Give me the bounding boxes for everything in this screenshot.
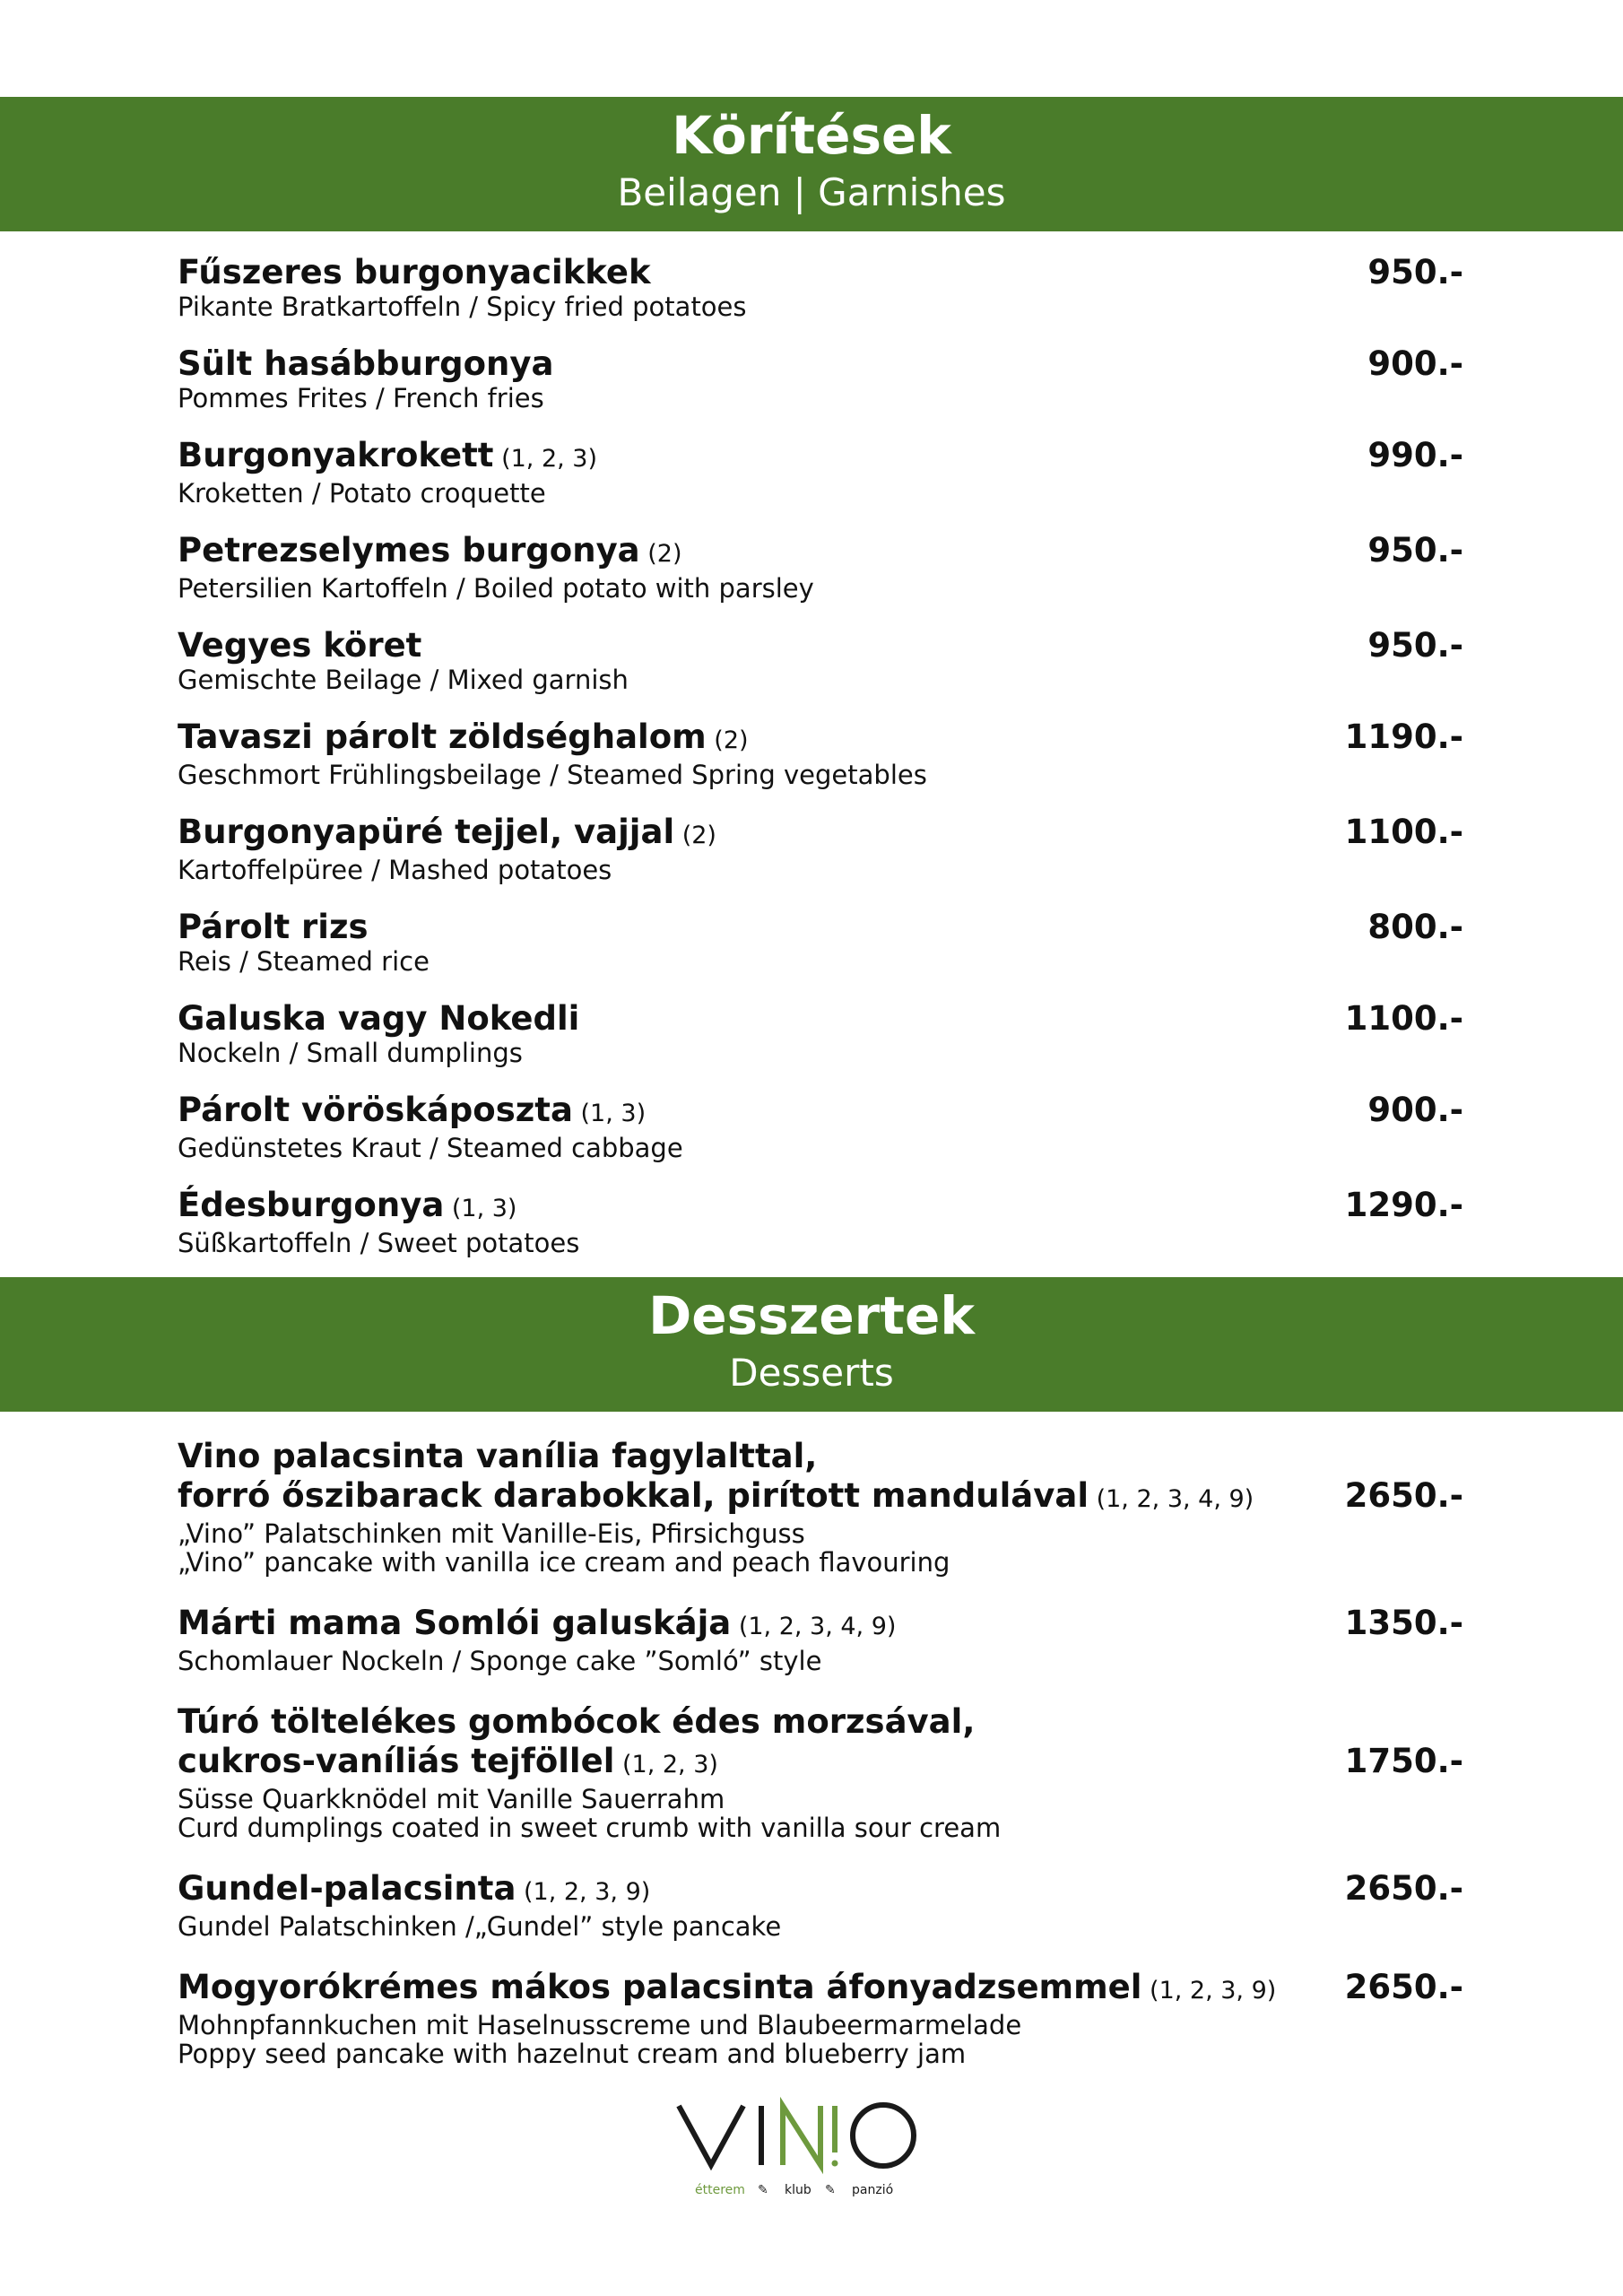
menu-item-price: 950.-: [1367, 531, 1463, 570]
menu-item-price: 990.-: [1367, 436, 1463, 474]
section-subtitle: Beilagen | Garnishes: [617, 170, 1006, 214]
allergen-codes: (1, 2, 3): [614, 1751, 718, 1779]
logo-tagline-2: klub: [785, 2183, 812, 2197]
menu-item-description: Nockeln / Small dumplings: [178, 1038, 523, 1068]
allergen-codes: (1, 3): [444, 1195, 517, 1222]
section-subtitle: Desserts: [729, 1351, 894, 1395]
menu-item-price: 900.-: [1367, 344, 1463, 383]
menu-item-name: Petrezselymes burgonya (2): [178, 531, 682, 570]
menu-item: [178, 253, 1463, 321]
menu-item-name: Túró töltelékes gombócok édes morzsával, cukros-vaníliás tejföllel (1, 2, 3): [178, 1702, 976, 1780]
menu-item-name: Mogyorókrémes mákos palacsinta áfonyadzsemmel (1, 2, 3, 9): [178, 1968, 1277, 2006]
vino-logo-graphic: [668, 2090, 955, 2206]
menu-item-price: 2650.-: [1344, 1968, 1463, 2006]
menu-item: [178, 813, 1463, 884]
menu-item-name: Tavaszi párolt zöldséghalom (2): [178, 718, 749, 756]
menu-item-name: Burgonyapüré tejjel, vajjal (2): [178, 813, 716, 851]
logo-tagline-3: panzió: [852, 2183, 894, 2197]
menu-item: [178, 626, 1463, 694]
allergen-codes: (1, 2, 3): [493, 445, 597, 473]
section-title: Körítések: [672, 105, 951, 166]
menu-item-price: 1290.-: [1344, 1186, 1463, 1224]
menu-item-description: Pikante Bratkartoffeln / Spicy fried potatoes: [178, 291, 747, 322]
menu-item-price: 1190.-: [1344, 718, 1463, 756]
menu-item: [178, 436, 1463, 508]
menu-item-name: Galuska vagy Nokedli: [178, 999, 580, 1038]
menu-item-description: „Vino” Palatschinken mit Vanille-Eis, Pfirsichguss: [178, 1518, 805, 1549]
menu-item: [178, 1702, 1463, 1842]
logo-tagline-1: étterem: [695, 2183, 745, 2197]
menu-item-description: Gemischte Beilage / Mixed garnish: [178, 665, 629, 695]
menu-item-price: 950.-: [1367, 626, 1463, 665]
menu-item-description: Gundel Palatschinken /„Gundel” style pancake: [178, 1911, 782, 1942]
allergen-codes: (1, 2, 3, 9): [516, 1878, 651, 1906]
allergen-codes: (1, 2, 3, 4, 9): [1089, 1485, 1254, 1513]
menu-item: [178, 1968, 1463, 2068]
menu-item-price: 1750.-: [1344, 1742, 1463, 1780]
allergen-codes: (2): [639, 540, 682, 568]
menu-item: [178, 1604, 1463, 1675]
allergen-codes: (2): [674, 822, 716, 849]
menu-item-price: 2650.-: [1344, 1869, 1463, 1908]
menu-item: [178, 1869, 1463, 1941]
menu-item: [178, 908, 1463, 976]
menu-item: [178, 1437, 1463, 1577]
menu-item-description: Mohnpfannkuchen mit Haselnusscreme und Blaubeermarmelade: [178, 2010, 1022, 2040]
menu-item-name: Burgonyakrokett (1, 2, 3): [178, 436, 597, 474]
menu-list-desszertek: [178, 1437, 1463, 2095]
menu-item-name: Sült hasábburgonya: [178, 344, 554, 383]
menu-item-description: Reis / Steamed rice: [178, 946, 430, 977]
menu-item-price: 2650.-: [1344, 1476, 1463, 1515]
menu-item-price: 800.-: [1367, 908, 1463, 946]
menu-item-name: Édesburgonya (1, 3): [178, 1186, 517, 1224]
section-title: Desszertek: [648, 1285, 975, 1346]
menu-item-name: Márti mama Somlói galuskája (1, 2, 3, 4, 9): [178, 1604, 897, 1642]
menu-item: [178, 1186, 1463, 1257]
menu-item-description: Poppy seed pancake with hazelnut cream and blueberry jam: [178, 2039, 967, 2069]
svg-text:✎: ✎: [825, 2183, 836, 2197]
menu-item-name: Vino palacsinta vanília fagylalttal, forró őszibarack darabokkal, pirított mandulával (1, 2, 3, 4, 9): [178, 1437, 1254, 1515]
menu-item: [178, 999, 1463, 1067]
menu-item-price: 950.-: [1367, 253, 1463, 291]
menu-item-name: Párolt rizs: [178, 908, 369, 946]
menu-list-koritesek: [178, 253, 1463, 1281]
menu-item: [178, 531, 1463, 603]
section-header-desszertek: [0, 1277, 1623, 1412]
menu-item: [178, 344, 1463, 413]
allergen-codes: (2): [706, 726, 749, 754]
svg-text:✎: ✎: [758, 2183, 768, 2197]
menu-item-description: Süßkartoffeln / Sweet potatoes: [178, 1228, 580, 1258]
menu-item-description: Kroketten / Potato croquette: [178, 478, 546, 509]
menu-item-description: Curd dumplings coated in sweet crumb with vanilla sour cream: [178, 1813, 1002, 1843]
vino-logo: [0, 2090, 1623, 2269]
menu-item-description: Kartoffelpüree / Mashed potatoes: [178, 855, 612, 885]
menu-item-description: Pommes Frites / French fries: [178, 383, 544, 413]
menu-item: [178, 1091, 1463, 1162]
allergen-codes: (1, 2, 3, 9): [1141, 1977, 1277, 2005]
menu-item-name: Gundel-palacsinta (1, 2, 3, 9): [178, 1869, 651, 1908]
menu-item-description: Süsse Quarkknödel mit Vanille Sauerrahm: [178, 1784, 725, 1814]
menu-item-price: 900.-: [1367, 1091, 1463, 1129]
allergen-codes: (1, 2, 3, 4, 9): [731, 1613, 897, 1640]
menu-item: [178, 718, 1463, 789]
menu-item-name: Fűszeres burgonyacikkek: [178, 253, 651, 291]
menu-item-description: Schomlauer Nockeln / Sponge cake ”Somló” style: [178, 1646, 822, 1676]
menu-item-name: Párolt vöröskáposzta (1, 3): [178, 1091, 647, 1129]
section-header-koritesek: [0, 97, 1623, 231]
menu-item-price: 1100.-: [1344, 999, 1463, 1038]
menu-item-price: 1350.-: [1344, 1604, 1463, 1642]
menu-item-name: Vegyes köret: [178, 626, 422, 665]
menu-item-description: Gedünstetes Kraut / Steamed cabbage: [178, 1133, 683, 1163]
menu-item-description: Petersilien Kartoffeln / Boiled potato with parsley: [178, 573, 814, 604]
menu-item-description: „Vino” pancake with vanilla ice cream and peach flavouring: [178, 1547, 950, 1578]
menu-item-price: 1100.-: [1344, 813, 1463, 851]
menu-item-description: Geschmort Frühlingsbeilage / Steamed Spring vegetables: [178, 760, 927, 790]
allergen-codes: (1, 3): [572, 1100, 647, 1127]
